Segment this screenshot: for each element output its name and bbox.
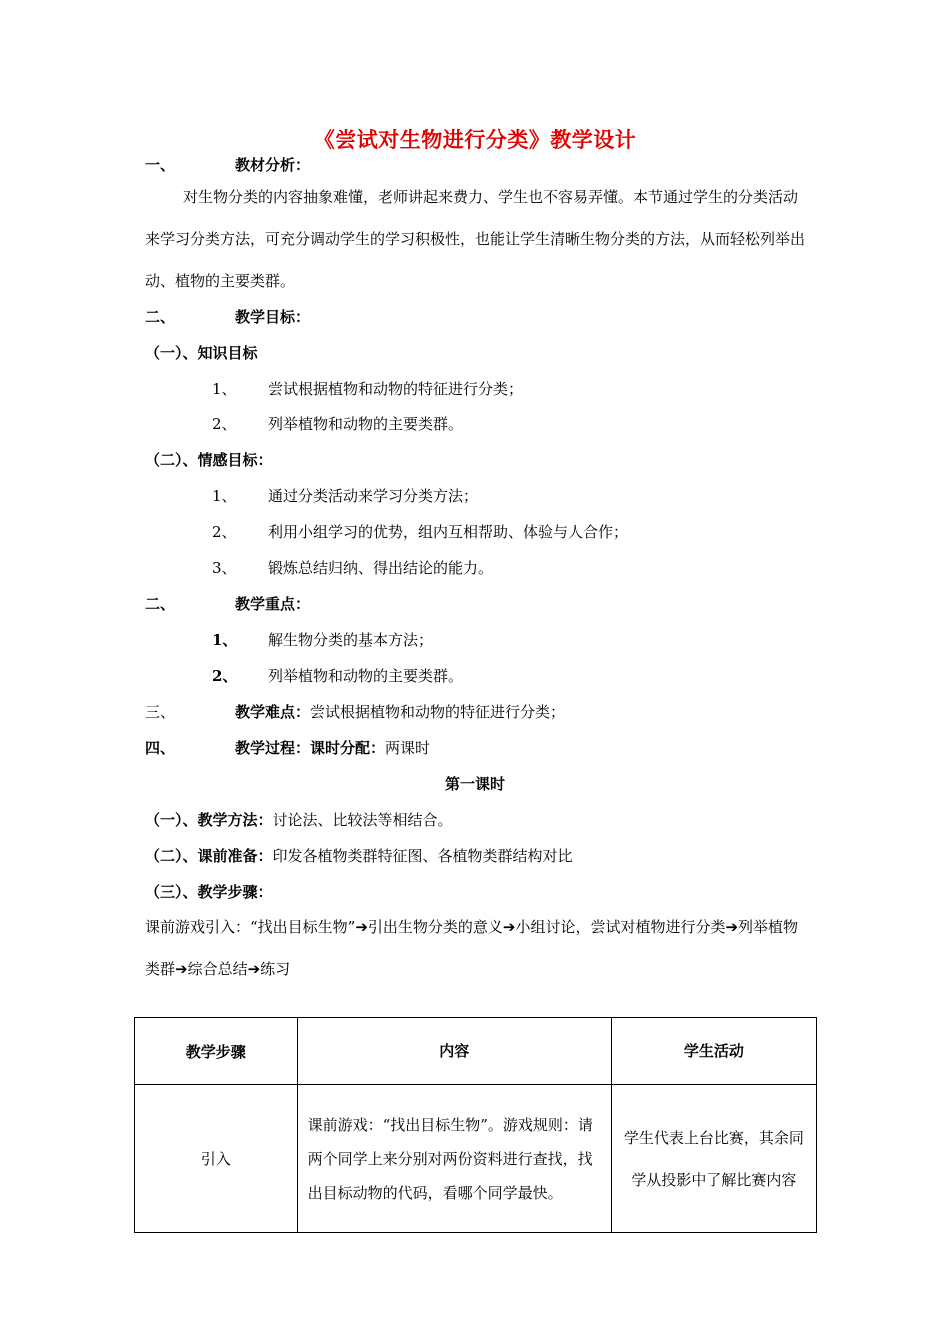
table-header: 学生活动 xyxy=(611,1018,816,1085)
section-4-number: 三、 xyxy=(145,703,176,721)
section-1-paragraph: 对生物分类的内容抽象难懂，老师讲起来费力、学生也不容易弄懂。本节通过学生的分类活动来学习分类方法，可充分调动学生的学习积极性，也能让学生清晰生物分类的方法，从而轻松列举出动、植物的主要类群。 xyxy=(145,188,806,290)
list-item: 通过分类活动来学习分类方法； xyxy=(268,487,479,505)
teaching-flow-text: 课前游戏引入：“找出目标生物”➔引出生物分类的意义➔小组讨论，尝试对植物进行分类➔列举植物类群➔综合总结➔练习 xyxy=(145,918,799,978)
list-item: 列举植物和动物的主要类群。 xyxy=(268,415,464,433)
section-3-number: 二、 xyxy=(145,595,176,613)
lesson-allocation-value: 两课时 xyxy=(385,739,431,757)
list-item: 尝试根据植物和动物的特征进行分类； xyxy=(268,380,524,398)
list-item-number: 3、 xyxy=(212,559,237,577)
list-item-number: 1、 xyxy=(212,487,237,505)
section-5-heading: 教学过程： xyxy=(235,739,311,757)
section-4-content xyxy=(235,701,565,723)
list-item-number: 2、 xyxy=(212,667,238,685)
knowledge-goals-heading: （一）、知识目标 xyxy=(145,344,258,362)
preparation-label: （二）、课前准备： xyxy=(145,847,273,865)
list-item: 解生物分类的基本方法； xyxy=(268,631,434,649)
document-title: 《尝试对生物进行分类》教学设计 xyxy=(313,127,637,152)
section-4-text: 尝试根据植物和动物的特征进行分类； xyxy=(310,703,566,721)
preparation-text: 印发各植物类群特征图、各植物类群结构对比 xyxy=(272,847,573,865)
table-cell-step: 引入 xyxy=(135,1085,298,1233)
section-1-heading: 教材分析： xyxy=(235,156,311,174)
list-item: 锻炼总结归纳、得出结论的能力。 xyxy=(268,559,494,577)
emotion-goals-heading: （二）、情感目标： xyxy=(145,451,273,469)
list-item-number: 2、 xyxy=(212,415,237,433)
table-cell-activity: 学生代表上台比赛，其余同学从投影中了解比赛内容 xyxy=(611,1085,816,1233)
section-5-number: 四、 xyxy=(145,739,176,757)
list-item-number: 1、 xyxy=(212,631,238,649)
lesson-heading: 第一课时 xyxy=(444,775,505,793)
list-item: 列举植物和动物的主要类群。 xyxy=(268,667,464,685)
table-cell-content: 课前游戏：“找出目标生物”。游戏规则：请两个同学上来分别对两份资料进行查找，找出目标动物的代码，看哪个同学最快。 xyxy=(297,1085,611,1233)
table-header: 内容 xyxy=(297,1018,611,1085)
table-header-row xyxy=(135,1018,817,1085)
list-item-number: 1、 xyxy=(212,380,237,398)
lesson-allocation-label: 课时分配： xyxy=(310,739,386,757)
table-row xyxy=(135,1085,817,1233)
section-4-heading: 教学难点： xyxy=(235,703,311,721)
table-header: 教学步骤 xyxy=(135,1018,298,1085)
teaching-method-label: （一）、教学方法： xyxy=(145,811,273,829)
section-3-heading: 教学重点： xyxy=(235,595,311,613)
teaching-method-text: 讨论法、比较法等相结合。 xyxy=(272,811,453,829)
section-5-content xyxy=(235,737,430,759)
preparation xyxy=(145,845,573,867)
section-2-number: 二、 xyxy=(145,308,176,326)
list-item-number: 2、 xyxy=(212,523,237,541)
section-2-heading: 教学目标： xyxy=(235,308,311,326)
section-1-number: 一、 xyxy=(145,156,176,174)
teaching-method xyxy=(145,809,453,831)
teaching-steps-heading: （三）、教学步骤： xyxy=(145,883,273,901)
teaching-steps-table xyxy=(134,1017,817,1233)
list-item: 利用小组学习的优势，组内互相帮助、体验与人合作； xyxy=(268,523,629,541)
